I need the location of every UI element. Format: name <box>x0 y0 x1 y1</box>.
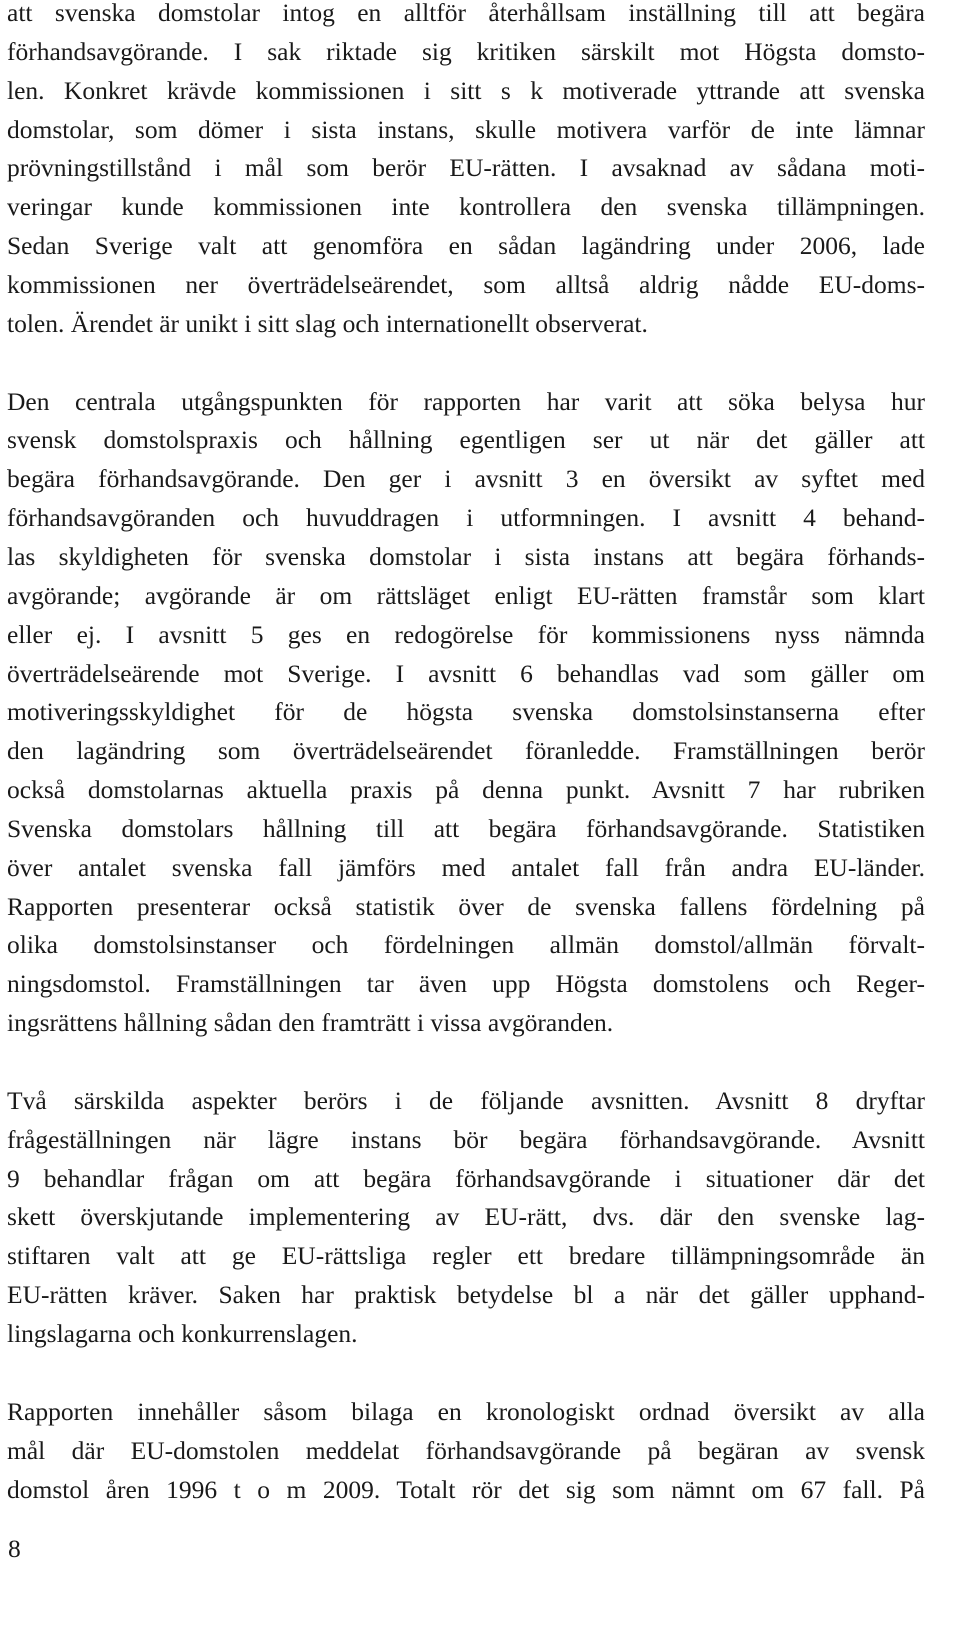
text-line: veringar kunde kommissionen inte kontrollera den svenska tillämpningen. <box>7 192 925 222</box>
text-line: också domstolarnas aktuella praxis på denna punkt. Avsnitt 7 har rubriken <box>7 775 925 805</box>
text-line: skett överskjutande implementering av EU-rätt, dvs. där den svenske lag- <box>7 1202 925 1232</box>
paragraph-gap <box>7 1354 925 1393</box>
text-line: ningsdomstol. Framställningen tar även upp Högsta domstolens och Reger- <box>7 969 925 999</box>
text-line: förhandsavgöranden och huvuddragen i utformningen. I avsnitt 4 behand- <box>7 503 925 533</box>
text-line: stiftaren valt att ge EU-rättsliga regler ett bredare tillämpningsområde än <box>7 1241 925 1271</box>
text-line: motiveringsskyldighet för de högsta svenska domstolsinstanserna efter <box>7 697 925 727</box>
text-line: att svenska domstolar intog en alltför återhållsam inställning till att begära <box>7 0 925 27</box>
paragraph-4 <box>7 1393 925 1510</box>
text-line: svensk domstolspraxis och hållning egentligen ser ut när det gäller att <box>7 425 925 455</box>
text-line: 9 behandlar frågan om att begära förhandsavgörande i situationer där det <box>7 1163 925 1193</box>
text-line: över antalet svenska fall jämförs med antalet fall från andra EU-länder. <box>7 852 925 882</box>
text-line: ingsrättens hållning sådan den framträtt i vissa avgöranden. <box>7 1008 614 1038</box>
text-line: lingslagarna och konkurrenslagen. <box>7 1319 358 1348</box>
text-line: EU-rätten kräver. Saken har praktisk betydelse bl a när det gäller upphand- <box>7 1280 925 1310</box>
paragraph-3 <box>7 1082 925 1354</box>
text-line: Den centrala utgångspunkten för rapporten har varit att söka belysa hur <box>7 386 925 416</box>
text-line: kommissionen ner överträdelseärendet, som alltså aldrig nådde EU-doms- <box>7 269 925 299</box>
text-line: mål där EU-domstolen meddelat förhandsavgörande på begäran av svensk <box>7 1435 925 1465</box>
text-line: Sedan Sverige valt att genomföra en sådan lagändring under 2006, lade <box>7 231 925 261</box>
page-number: 8 <box>8 1534 21 1563</box>
text-line: Rapporten presenterar också statistik över de svenska fallens fördelning på <box>7 891 925 921</box>
text-line: Två särskilda aspekter berörs i de följande avsnitten. Avsnitt 8 dryftar <box>7 1085 925 1115</box>
text-line: avgörande; avgörande är om rättsläget enligt EU-rätten framstår som klart <box>7 580 925 610</box>
paragraph-gap <box>7 1043 925 1082</box>
text-line: olika domstolsinstanser och fördelningen allmän domstol/allmän förvalt- <box>7 930 925 960</box>
text-line: frågeställningen när lägre instans bör begära förhandsavgörande. Avsnitt <box>7 1124 925 1154</box>
paragraph-1 <box>7 0 925 344</box>
text-line: den lagändring som överträdelseärendet föranledde. Framställningen berör <box>7 736 925 766</box>
text-line: Rapporten innehåller såsom bilaga en kronologiskt ordnad översikt av alla <box>7 1396 925 1426</box>
text-line: förhandsavgörande. I sak riktade sig kritiken särskilt mot Högsta domsto- <box>7 36 925 66</box>
body-text <box>7 0 925 1509</box>
paragraph-2 <box>7 383 925 1043</box>
text-line: begära förhandsavgörande. Den ger i avsnitt 3 en översikt av syftet med <box>7 464 925 494</box>
paragraph-gap <box>7 344 925 383</box>
text-line: len. Konkret krävde kommissionen i sitt s k motiverade yttrande att svenska <box>7 75 925 105</box>
text-line: domstol åren 1996 t o m 2009. Totalt rör det sig som nämnt om 67 fall. På <box>7 1474 925 1504</box>
text-line: Svenska domstolars hållning till att begära förhandsavgörande. Statistiken <box>7 813 925 843</box>
text-line: eller ej. I avsnitt 5 ges en redogörelse för kommissionens nyss nämnda <box>7 619 925 649</box>
text-line: las skyldigheten för svenska domstolar i sista instans att begära förhands- <box>7 541 925 571</box>
text-line: domstolar, som dömer i sista instans, skulle motivera varför de inte lämnar <box>7 114 925 144</box>
text-line: prövningstillstånd i mål som berör EU-rätten. I avsaknad av sådana moti- <box>7 153 925 183</box>
text-line: tolen. Ärendet är unikt i sitt slag och internationellt observerat. <box>7 308 648 338</box>
text-line: överträdelseärende mot Sverige. I avsnitt 6 behandlas vad som gäller om <box>7 658 925 688</box>
